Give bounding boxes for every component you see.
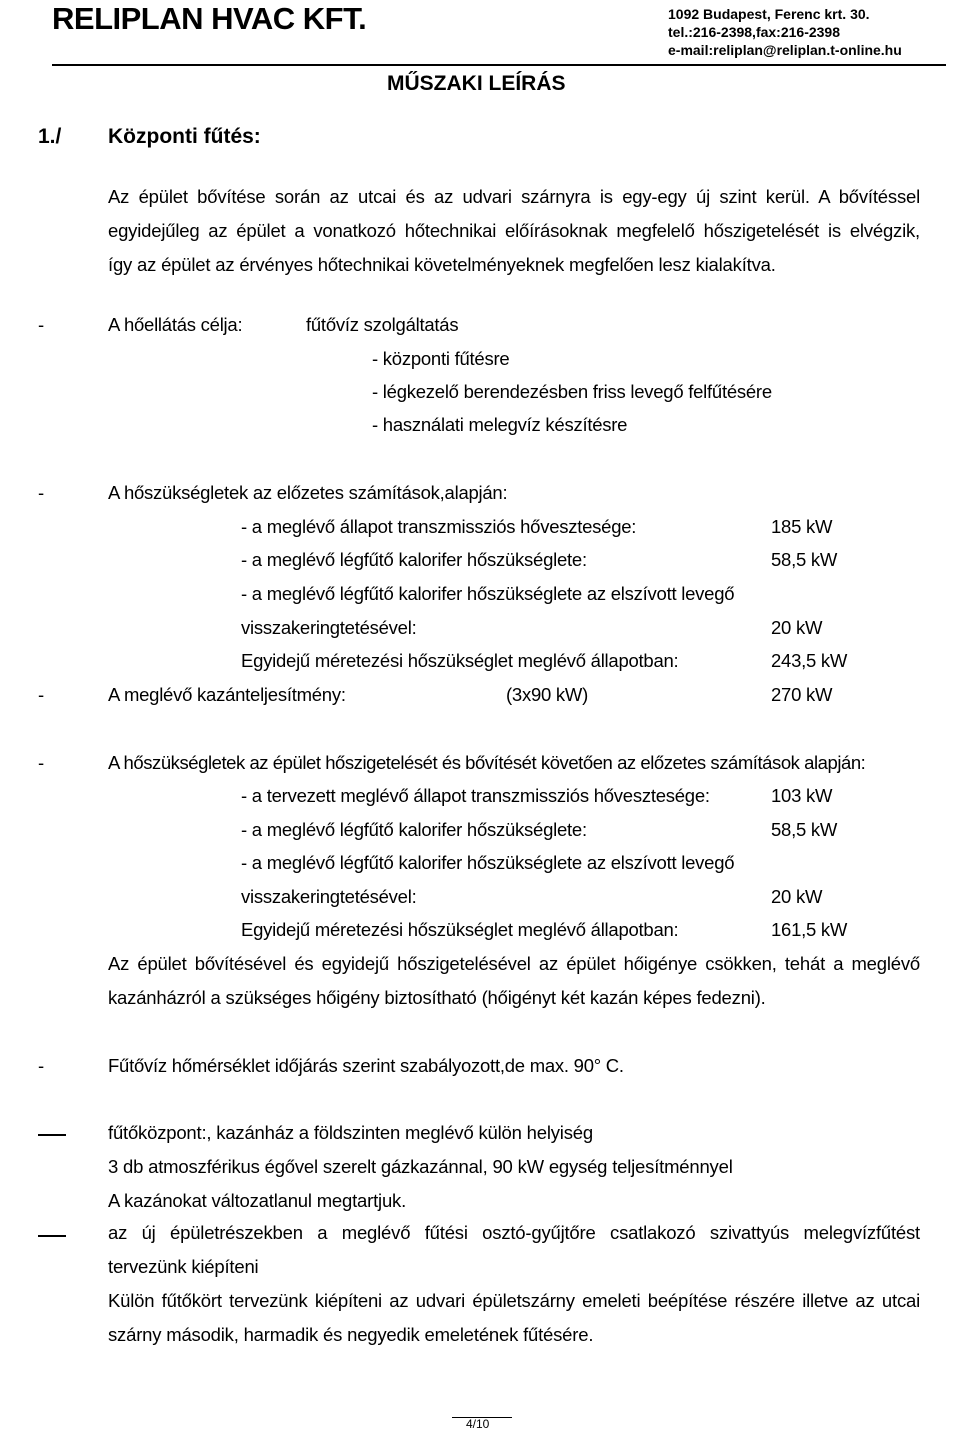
section-number: 1./	[38, 125, 62, 148]
demand-row-label: visszakeringtetésével:	[241, 617, 417, 638]
company-address: 1092 Budapest, Ferenc krt. 30.	[668, 6, 870, 22]
intro-paragraph	[108, 180, 920, 282]
demand-row-value: 58,5 kW	[771, 549, 838, 570]
demand-row-value: 20 kW	[771, 617, 823, 638]
list-dash-icon	[38, 1134, 66, 1136]
boiler-room-line: fűtőközpont:, kazánház a földszinten meglévő külön helyiség	[108, 1122, 593, 1143]
purpose-item: - központi fűtésre	[372, 348, 510, 369]
demand-row-value: 103 kW	[771, 785, 833, 806]
temperature-dash: -	[38, 1055, 44, 1076]
demand-row-value: 58,5 kW	[771, 819, 838, 840]
company-email: e-mail:reliplan@reliplan.t-online.hu	[668, 42, 902, 58]
demand-after-heading: A hőszükségletek az épület hőszigetelését és bővítését követően az előzetes számítások alapján:	[108, 752, 866, 773]
list-dash-icon	[38, 1235, 66, 1237]
new-parts-line: tervezünk kiépíteni	[108, 1256, 259, 1277]
new-parts-line: Külön fűtőkört tervezünk kiépíteni az udvari épületszárny emeleti beépítése részére illetve az utcai	[108, 1290, 920, 1311]
demand-total-value: 243,5 kW	[771, 650, 848, 671]
intro-line: Az épület bővítése során az utcai és az udvari szárnyra is egy-egy új szint kerül. A bővítéssel	[108, 186, 920, 207]
demand-row-label: - a tervezett meglévő állapot transzmissziós hővesztesége:	[241, 785, 710, 806]
demand-total-value: 161,5 kW	[771, 919, 848, 940]
demand-total-label: Egyidejű méretezési hőszükséglet meglévő állapotban:	[241, 650, 679, 671]
demand-row-value: 20 kW	[771, 886, 823, 907]
demand-row-label: - a meglévő légfűtő kalorifer hőszükséglete az elszívott levegő	[241, 852, 735, 873]
company-phone: tel.:216-2398,fax:216-2398	[668, 24, 841, 40]
conclusion-line: Az épület bővítésével és egyidejű hőszigetelésével az épület hőigénye csökken, tehát a meglévő	[108, 953, 920, 974]
intro-line: így az épület az érvényes hőtechnikai követelményeknek megfelően lesz kialakítva.	[108, 254, 776, 275]
purpose-value: fűtővíz szolgáltatás	[306, 314, 459, 335]
page-number: 4/10	[466, 1417, 490, 1431]
boiler-room-line: 3 db atmoszférikus égővel szerelt gázkazánnal, 90 kW egység teljesítménnyel	[108, 1156, 733, 1177]
demand-row-label: visszakeringtetésével:	[241, 886, 417, 907]
purpose-item: - használati melegvíz készítésre	[372, 414, 628, 435]
demand-row-label: - a meglévő légfűtő kalorifer hőszükséglete az elszívott levegő	[241, 583, 735, 604]
conclusion-line: kazánházról a szükséges hőigény biztosítható (hőigényt két kazán képes fedezni).	[108, 987, 766, 1008]
boiler-dash: -	[38, 684, 44, 705]
demand-row-label: - a meglévő légfűtő kalorifer hőszükséglete:	[241, 549, 587, 570]
boiler-room-paragraph	[108, 1116, 920, 1218]
demand-current-dash: -	[38, 482, 44, 503]
section-title: Központi fűtés:	[108, 125, 261, 148]
purpose-dash: -	[38, 314, 44, 335]
company-name: RELIPLAN HVAC KFT.	[52, 1, 367, 36]
header-divider	[52, 64, 946, 66]
demand-row-value: 185 kW	[771, 516, 833, 537]
demand-row-label: - a meglévő állapot transzmissziós hővesztesége:	[241, 516, 637, 537]
new-parts-line: szárny második, harmadik és negyedik emeletének fűtésére.	[108, 1324, 594, 1345]
boiler-room-line: A kazánokat változatlanul megtartjuk.	[108, 1190, 407, 1211]
intro-line: egyidejűleg az épület a vonatkozó hőtechnikai előírásoknak megfelelő hőszigetelését is elvégzik,	[108, 220, 920, 241]
temperature-text: Fűtővíz hőmérséklet időjárás szerint szabályozott,de max. 90° C.	[108, 1055, 624, 1076]
demand-current-heading: A hőszükségletek az előzetes számítások,alapján:	[108, 482, 508, 503]
boiler-value: 270 kW	[771, 684, 833, 705]
purpose-label: A hőellátás célja:	[108, 314, 243, 335]
conclusion-paragraph	[108, 947, 920, 1015]
new-parts-paragraph	[108, 1216, 920, 1352]
boiler-detail: (3x90 kW)	[506, 684, 589, 705]
demand-total-label: Egyidejű méretezési hőszükséglet meglévő állapotban:	[241, 919, 679, 940]
purpose-item: - légkezelő berendezésben friss levegő felfűtésére	[372, 381, 772, 402]
document-title: MŰSZAKI LEÍRÁS	[387, 72, 566, 95]
demand-after-dash: -	[38, 752, 44, 773]
new-parts-line: az új épületrészekben a meglévő fűtési osztó-gyűjtőre csatlakozó szivattyús melegvízfűtést	[108, 1222, 920, 1243]
boiler-label: A meglévő kazánteljesítmény:	[108, 684, 346, 705]
demand-row-label: - a meglévő légfűtő kalorifer hőszükséglete:	[241, 819, 587, 840]
